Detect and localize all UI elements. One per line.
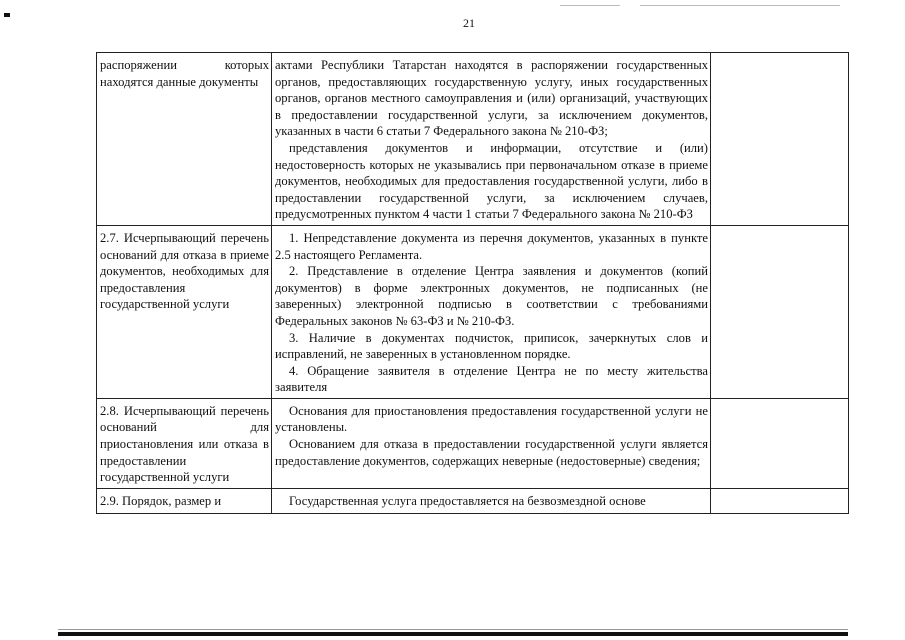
row-title: 2.9. Порядок, размер и bbox=[100, 493, 222, 508]
scan-artifact-bar bbox=[58, 632, 848, 636]
table-row bbox=[97, 225, 849, 398]
row-note-cell bbox=[711, 488, 849, 513]
row-note-cell bbox=[711, 53, 849, 226]
row-title: 2.8. Исчерпывающий перечень оснований для приостановления или отказа в предоставлении государственной услуги bbox=[100, 403, 269, 485]
row-paragraph: актами Республики Татарстан находятся в распоряжении государственных органов, предоставляющих государственную услугу, иных государственных органов, органов местного самоуправления и (или) организаций, участвующих в предоставлении государственной услуги, за исключением документов, указанных в части 6 статьи 7 Федерального закона № 210-ФЗ; bbox=[275, 58, 708, 139]
row-number: 2.8. bbox=[100, 403, 119, 418]
row-paragraph: Основания для приостановления предоставления государственной услуги не установлены. bbox=[275, 403, 708, 435]
row-paragraph: 1. Непредставление документа из перечня документов, указанных в пункте 2.5 настоящего Регламента. bbox=[275, 230, 708, 262]
scan-artifact-line bbox=[560, 5, 620, 6]
scan-artifact-mark bbox=[4, 13, 10, 17]
row-content-cell bbox=[272, 53, 711, 226]
row-paragraph: 2. Представление в отделение Центра заявления и документов (копий документов) в форме электронных документов, не подписанных (не заверенных) электронной подписью в соответствии с требованиями Федеральных законов № 63-ФЗ и № 210-ФЗ. bbox=[275, 264, 708, 328]
scan-artifact-line bbox=[58, 629, 848, 630]
row-paragraph: представления документов и информации, отсутствие и (или) недостоверность которых не указывались при первоначальном отказе в приеме документов, необходимых для предоставления государственной услуги, либо в предоставлении государственной услуги, за исключением случаев, предусмотренных пунктом 4 части 1 статьи 7 Федерального закона № 210-ФЗ bbox=[275, 140, 708, 222]
row-title-cell bbox=[97, 488, 272, 513]
row-paragraph: Государственная услуга предоставляется на безвозмездной основе bbox=[289, 493, 646, 508]
row-title-cell bbox=[97, 53, 272, 226]
row-title: 2.7. Исчерпывающий перечень оснований для отказа в приеме документов, необходимых для предоставления государственной услуги bbox=[100, 230, 269, 312]
row-note-cell bbox=[711, 225, 849, 398]
row-paragraph: 4. Обращение заявителя в отделение Центра не по месту жительства заявителя bbox=[275, 363, 708, 395]
row-content-cell bbox=[272, 398, 711, 488]
table-row bbox=[97, 53, 849, 226]
row-content-cell bbox=[272, 225, 711, 398]
table-row bbox=[97, 488, 849, 513]
regulation-table bbox=[96, 52, 849, 514]
row-paragraph: 3. Наличие в документах подчисток, приписок, зачеркнутых слов и исправлений, не заверенных в установленном порядке. bbox=[275, 330, 708, 362]
row-number: 2.9. bbox=[100, 493, 119, 508]
row-note-cell bbox=[711, 398, 849, 488]
row-paragraph: Основанием для отказа в предоставлении государственной услуги является предоставление документов, содержащих неверные (недостоверные) сведения; bbox=[275, 437, 708, 468]
scan-artifact-line bbox=[640, 5, 840, 6]
page-number: 21 bbox=[463, 16, 475, 30]
row-title-cell bbox=[97, 398, 272, 488]
row-number: 2.7. bbox=[100, 230, 119, 245]
row-content-cell bbox=[272, 488, 711, 513]
table-row bbox=[97, 398, 849, 488]
row-title-cell bbox=[97, 225, 272, 398]
row-title: распоряжении которых находятся данные документы bbox=[100, 58, 269, 89]
